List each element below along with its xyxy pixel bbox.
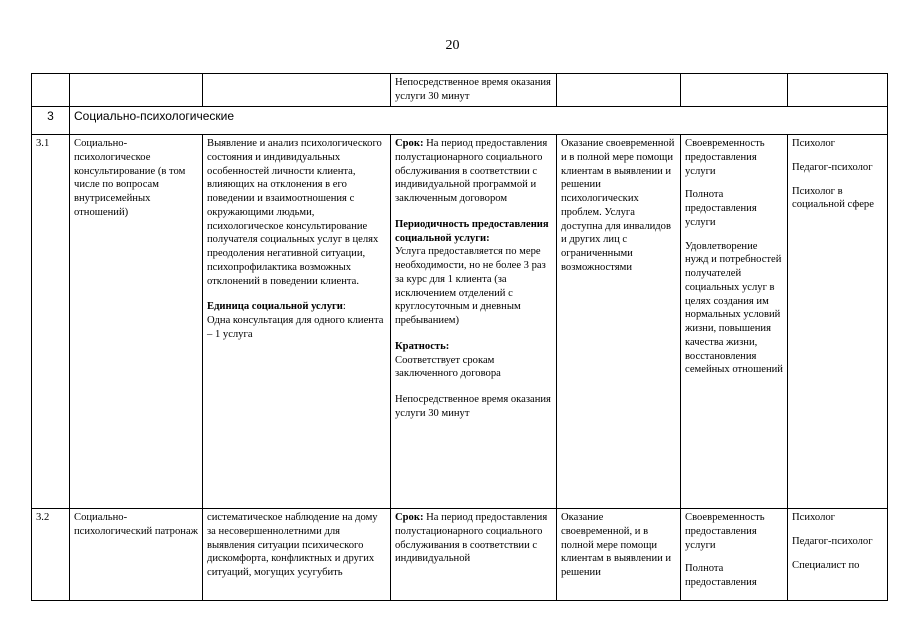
service-row-3-2: [32, 509, 888, 601]
multiplicity-label: Кратность:: [395, 340, 450, 352]
section-number: 3: [32, 107, 70, 135]
unit-label: Единица социальной услуги: [207, 301, 343, 313]
service-name: Социально-психологическое консультирование (в том числе по вопросам внутрисемейных отношений): [70, 135, 203, 509]
quality-standard: Оказание своевременной, и в полной мере помощи клиентам в выявлении и решении: [557, 509, 681, 601]
criteria-item: Полнота предоставления: [685, 563, 757, 589]
page-number: 20: [445, 38, 460, 53]
term-label: Срок:: [395, 138, 424, 149]
service-description: Выявление и анализ психологического состояния и индивидуальных особенностей личности клиента, влияющих на отклонения в его поведении и взаимоотношения с окружающими людьми, психологическое консультирование получателя социальных услуг в целях преодоления негативной ситуации, психопрофилактика возможных отклонений в поведении клиента.: [207, 138, 382, 287]
multiplicity-value: Соответствует срокам заключенного договора: [395, 354, 501, 380]
staff-item: Психолог: [792, 512, 836, 523]
criteria-item: Удовлетворение нужд и потребностей получателей социальных услуг в целях создания им нормальных условий жизни, повышения качества жизни, восстановления семейных отношений: [685, 240, 783, 376]
unit-value: Одна консультация для одного клиента – 1 услуга: [207, 315, 384, 340]
staff-item: Психолог в социальной сфере: [792, 185, 874, 211]
criteria-item: Своевременность предоставления услуги: [685, 138, 765, 177]
staff-item: Специалист по: [792, 559, 860, 571]
row-number: 3.2: [32, 509, 70, 601]
row-number: 3.1: [32, 135, 70, 509]
service-description-cell: Выявление и анализ психологического состояния и индивидуальных особенностей личности клиента, влияющих на отклонения в его поведении и взаимоотношения с окружающими людьми, психологическое консультирование получателя социальных услуг в целях преодоления негативной ситуации, психопрофилактика возможных отклонений в поведении клиента. Единица социальной услуги: Одна консультация для одного клиента – 1 услуга: [203, 135, 391, 509]
term-value: На период предоставления полустационарного социального обслуживания в соответствии с индивидуальной: [395, 512, 548, 565]
criteria-cell: [681, 509, 788, 601]
staff-item: Педагог-психолог: [792, 161, 873, 173]
service-name: Социально-психологический патронаж: [70, 509, 203, 601]
staff-cell: [788, 509, 888, 601]
service-row-3-1: [32, 135, 888, 509]
section-header-row: [32, 107, 888, 135]
terms-cell: [391, 135, 557, 509]
continuation-row: [32, 74, 888, 107]
periodicity-value: Услуга предоставляется по мере необходимости, но не более 3 раз за курс для 1 клиента (за исключением отделений с круглосуточным и дневным пребыванием): [395, 246, 546, 327]
staff-item: Психолог: [792, 138, 836, 149]
criteria-item: Своевременность предоставления услуги: [685, 512, 765, 551]
services-table: [31, 73, 888, 601]
service-description: систематическое наблюдение на дому за несовершеннолетними для выявления ситуации психического дискомфорта, конфликтных и других ситуаций, могущих усугубить: [203, 509, 391, 601]
timing-note: Непосредственное время оказания услуги 30 минут: [395, 77, 551, 102]
periodicity-label: Периодичность предоставления социальной услуги:: [395, 218, 549, 244]
criteria-item: Полнота предоставления услуги: [685, 189, 757, 228]
timing-value: Непосредственное время оказания услуги 30 минут: [395, 394, 551, 420]
criteria-cell: [681, 135, 788, 509]
term-label: Срок:: [395, 512, 424, 523]
staff-cell: [788, 135, 888, 509]
terms-cell: [391, 509, 557, 601]
term-value: На период предоставления полустационарного социального обслуживания в соответствии с индивидуальной программой и заключенным договором: [395, 138, 548, 205]
quality-standard: Оказание своевременной и в полной мере помощи клиентам в выявлении и решении психологических проблем. Услуга доступна для инвалидов и других лиц с ограниченными возможностями: [557, 135, 681, 509]
section-title: Социально-психологические: [70, 107, 888, 135]
staff-item: Педагог-психолог: [792, 535, 873, 547]
